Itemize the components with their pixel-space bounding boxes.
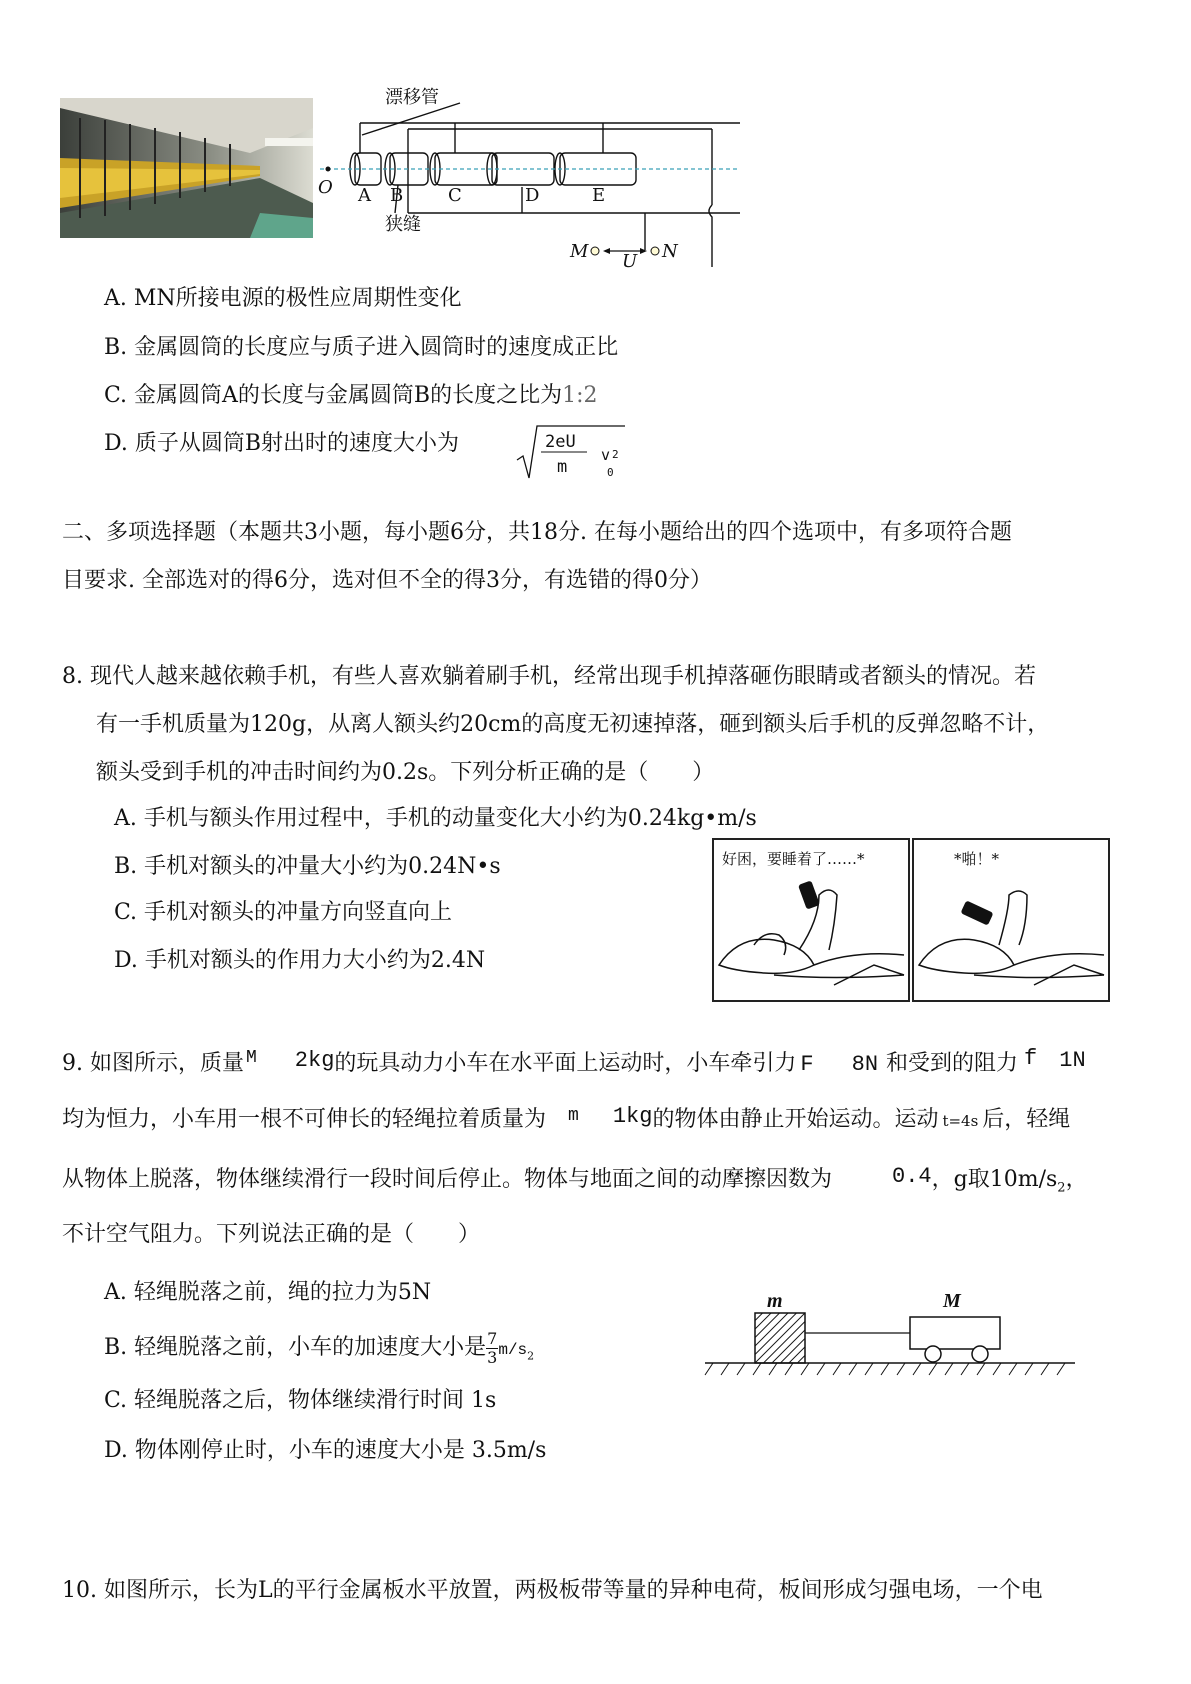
q9-line4: 不计空气阻力。下列说法正确的是（ ） xyxy=(62,1222,481,1247)
q9-b-denominator: 3 xyxy=(487,1347,498,1367)
q9-val-2kg: 2kg xyxy=(294,1048,335,1073)
voltage-label: U xyxy=(622,251,638,272)
q9-val-1kg: 1kg xyxy=(612,1104,653,1129)
q7-d-sup: 2 xyxy=(612,448,619,461)
q7-d-denominator: m xyxy=(557,457,568,477)
q9-val-t: t=4s xyxy=(942,1112,979,1130)
q7-option-c-ratio: 1:2 xyxy=(562,383,598,408)
cartoon-panel-1-caption: 好困，要睡着了……* xyxy=(722,850,865,868)
q8-option-b: B. 手机对额头的冲量大小约为0.24N•s xyxy=(114,854,501,879)
q9-b-unit: m/s xyxy=(498,1341,528,1360)
q9-line2-a: 均为恒力，小车用一根不可伸长的轻绳拉着质量为 xyxy=(62,1107,547,1132)
q9-option-a: A. 轻绳脱落之前，绳的拉力为5N xyxy=(104,1280,432,1305)
section2-line2: 目要求. 全部选对的得6分，选对但不全的得3分，有选错的得0分） xyxy=(62,568,712,593)
drift-tube-diagram xyxy=(320,85,760,275)
q9-option-d: D. 物体刚停止时，小车的速度大小是 3.5m/s xyxy=(104,1438,547,1463)
q10-line1: 10. 如图所示，长为L的平行金属板水平放置，两极板带等量的异种电荷，板间形成匀强电场，一个电 xyxy=(62,1578,1043,1603)
q9-line1-a: 9. 如图所示，质量 xyxy=(62,1051,244,1076)
q7-d-sub: 0 xyxy=(607,466,614,479)
q8-option-d: D. 手机对额头的作用力大小约为2.4N xyxy=(114,948,486,973)
block-m-label: m xyxy=(767,1290,783,1312)
q8-line1: 8. 现代人越来越依赖手机，有些人喜欢躺着刷手机，经常出现手机掉落砸伤眼睛或者额头的情况。若 xyxy=(62,664,1036,689)
slit-label: 狭缝 xyxy=(385,214,421,235)
q9-option-b xyxy=(104,1330,534,1366)
terminal-m-label: M xyxy=(570,241,589,262)
q9-b-sup: 2 xyxy=(527,1349,535,1363)
q9-line2-c: 后，轻绳 xyxy=(982,1107,1071,1132)
q9-option-c: C. 轻绳脱落之后，物体继续滑行时间 1s xyxy=(104,1388,497,1413)
q8-line2: 有一手机质量为120g，从离人额头约20cm的高度无初速掉落，砸到额头后手机的反弹忽略不计， xyxy=(96,712,1050,737)
q9-val-8N: 8N xyxy=(851,1052,879,1077)
cartoon-panel-1 xyxy=(712,838,910,1002)
q9-line1-b: 的玩具动力小车在水平面上运动时，小车牵引力 xyxy=(334,1051,797,1076)
q7-d-numerator: 2eU xyxy=(545,432,576,452)
q9-line3 xyxy=(62,1166,1088,1194)
q9-line1 xyxy=(62,1048,1086,1076)
q8-option-a: A. 手机与额头作用过程中，手机的动量变化大小约为0.24kg•m/s xyxy=(114,806,757,831)
q9-var-f: f xyxy=(1024,1046,1038,1071)
cartoon-panel-2-caption: *啪！* xyxy=(954,850,1000,868)
q9-option-b-text: B. 轻绳脱落之前，小车的加速度大小是 xyxy=(104,1335,487,1361)
drift-tube-label: 漂移管 xyxy=(385,87,439,108)
q9-line3-c: ， xyxy=(1065,1167,1088,1192)
cartoon-panel-2 xyxy=(912,838,1110,1002)
q9-line1-c: 和受到的阻力 xyxy=(886,1051,1019,1076)
terminal-n-label: N xyxy=(662,241,678,262)
q7-d-v: v xyxy=(601,446,611,464)
q9-sup-2: 2 xyxy=(1057,1180,1066,1196)
q9-val-mu: 0.4 xyxy=(892,1164,932,1189)
cylinder-e-label: E xyxy=(592,185,606,206)
q9-val-1N: 1N xyxy=(1059,1048,1086,1073)
q7-option-a: A. MN所接电源的极性应周期性变化 xyxy=(104,286,462,311)
origin-label: O xyxy=(318,177,333,198)
q7-sqrt-formula xyxy=(515,420,635,482)
q7-option-b: B. 金属圆筒的长度应与质子进入圆筒时的速度成正比 xyxy=(104,335,619,360)
cylinder-b-label: B xyxy=(390,185,404,206)
q9-var-m: m xyxy=(568,1106,579,1126)
cylinder-c-label: C xyxy=(448,185,462,206)
q7-option-c xyxy=(104,385,598,407)
cylinder-d-label: D xyxy=(525,185,540,206)
accelerator-photo xyxy=(60,98,313,238)
q9-option-b-fraction xyxy=(486,1330,498,1366)
phone-dropped-drawing xyxy=(914,870,1108,1000)
q7-option-d-text: D. 质子从圆筒B射出时的速度大小为 xyxy=(104,431,460,456)
cart-block-figure xyxy=(705,1285,1085,1380)
sleeping-person-phone-drawing xyxy=(714,870,908,1000)
q9-line3-b: ，g取10m/s xyxy=(931,1167,1058,1192)
q9-line2 xyxy=(62,1106,1070,1131)
q7-option-d xyxy=(104,433,459,455)
cylinder-a-label: A xyxy=(358,185,371,206)
q7-option-c-text: C. 金属圆筒A的长度与金属圆筒B的长度之比为 xyxy=(104,383,563,408)
q8-option-c: C. 手机对额头的冲量方向竖直向上 xyxy=(114,900,453,925)
q9-var-M: M xyxy=(245,1048,257,1068)
section2-line1: 二、多项选择题（本题共3小题，每小题6分，共18分. 在每小题给出的四个选项中，有多项符合题 xyxy=(62,520,1012,545)
cart-M-label: M xyxy=(943,1290,961,1312)
q9-line2-b: 的物体由静止开始运动。运动 xyxy=(652,1107,939,1132)
q9-var-F: F xyxy=(800,1052,814,1077)
q9-b-numerator: 7 xyxy=(487,1329,498,1348)
q8-line3: 额头受到手机的冲击时间约为0.2s。下列分析正确的是（ ） xyxy=(96,760,715,785)
q9-line3-a: 从物体上脱落，物体继续滑行一段时间后停止。物体与地面之间的动摩擦因数为 xyxy=(62,1167,833,1192)
